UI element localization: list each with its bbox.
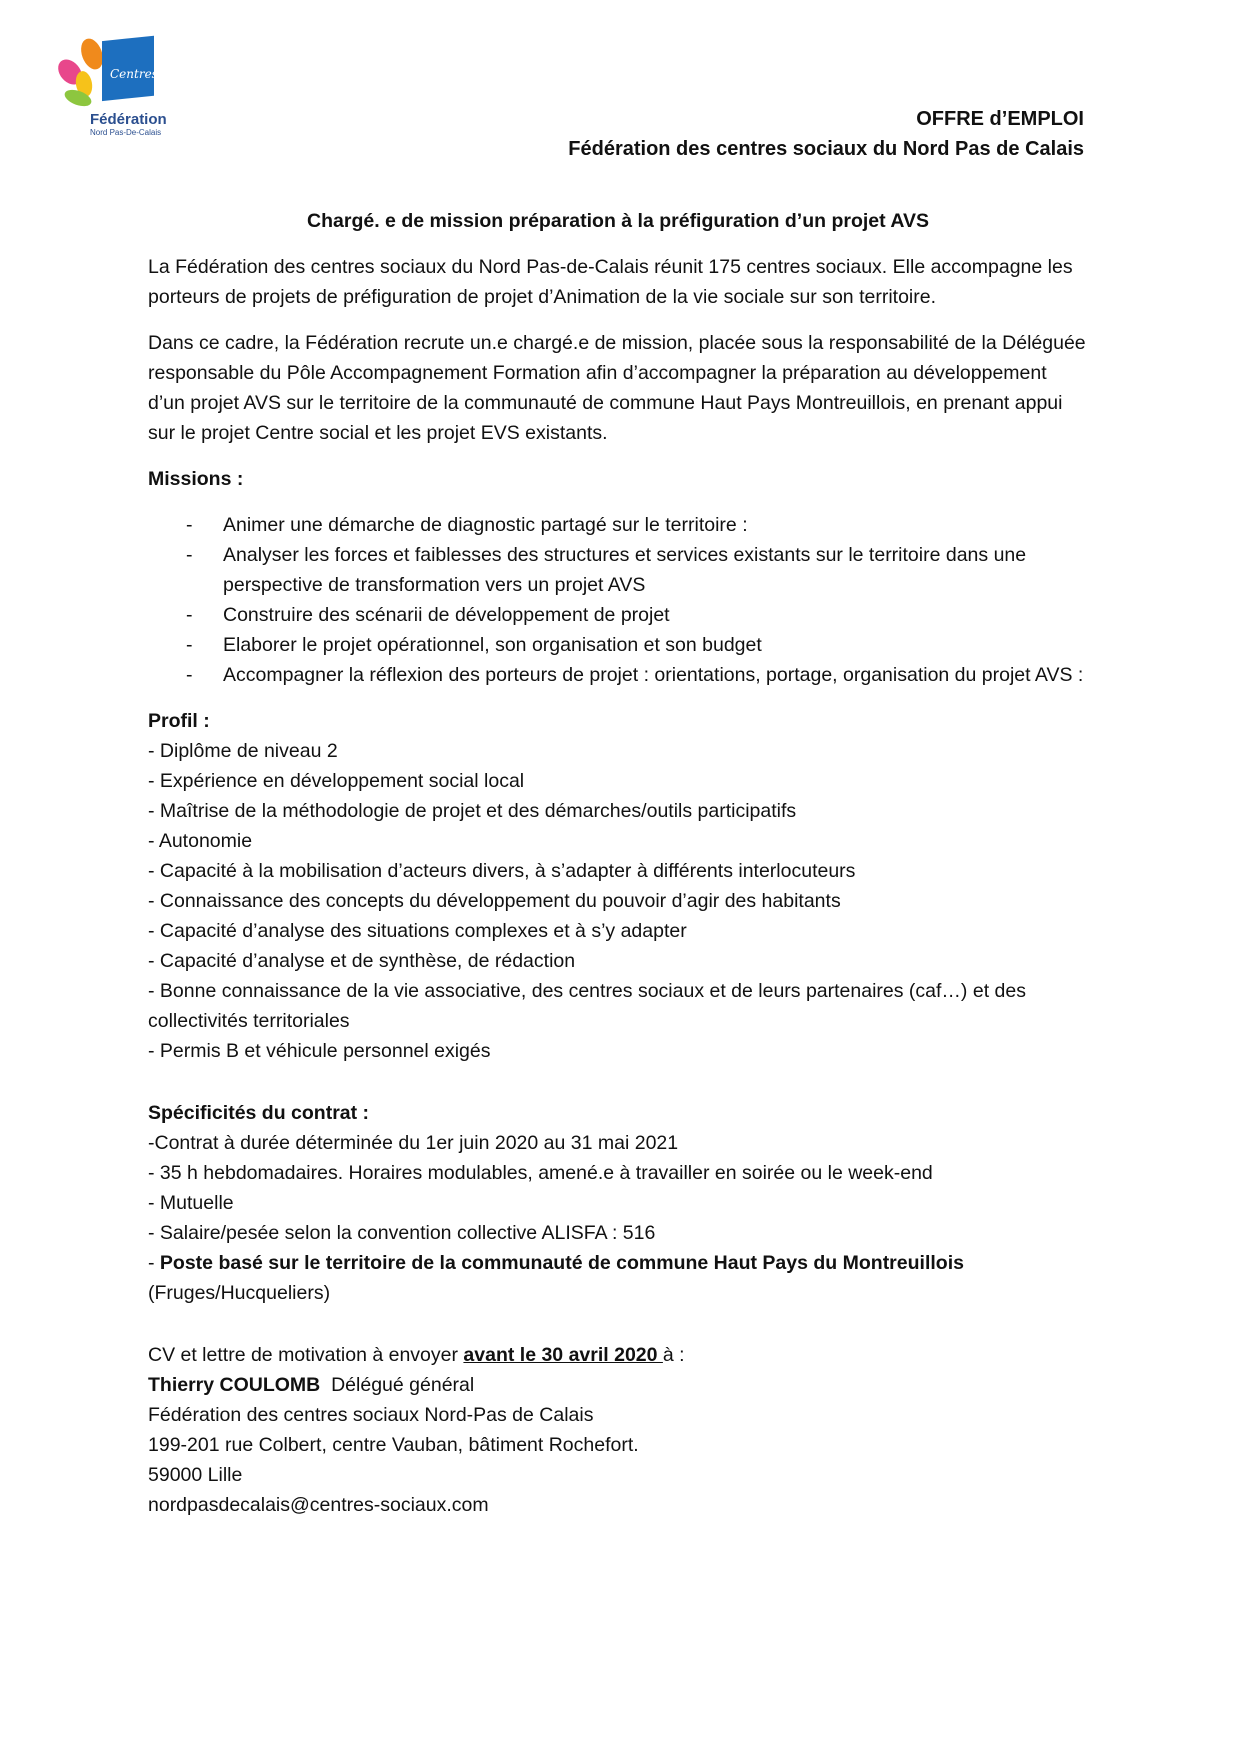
mission-text: Animer une démarche de diagnostic partagé sur le territoire :	[223, 514, 748, 536]
list-item	[148, 660, 1088, 690]
contact-email[interactable]: nordpasdecalais@centres-sociaux.com	[148, 1494, 489, 1516]
spacer	[148, 1308, 1088, 1340]
contrat-heading: Spécificités du contrat :	[148, 1102, 370, 1124]
profil-item: - Permis B et véhicule personnel exigés	[148, 1040, 491, 1062]
contrat-item: - Mutuelle	[148, 1192, 234, 1214]
profil-heading: Profil :	[148, 710, 210, 732]
logo-region: Nord Pas-De-Calais	[90, 128, 162, 137]
profil-item: - Maîtrise de la méthodologie de projet et des démarches/outils participatifs	[148, 800, 797, 822]
application-intro: CV et lettre de motivation à envoyer	[148, 1344, 464, 1366]
list-dash: -	[186, 634, 193, 656]
header-block	[568, 104, 1084, 164]
contrat-item: - Salaire/pesée selon la convention collective ALISFA : 516	[148, 1222, 656, 1244]
organization-name: Fédération des centres sociaux du Nord Pas de Calais	[568, 138, 1084, 160]
mission-text: Analyser les forces et faiblesses des structures et services existants sur le territoire dans une perspective de transformation vers un projet AVS	[223, 544, 1027, 596]
profil-item: - Bonne connaissance de la vie associative, des centres sociaux et de leurs partenaires (caf…) et des collectivités territoriales	[148, 980, 1026, 1032]
list-item	[148, 630, 1088, 660]
contrat-location	[148, 1248, 1088, 1278]
federation-logo	[56, 32, 210, 150]
intro-paragraph-2: Dans ce cadre, la Fédération recrute un.e chargé.e de mission, placée sous la responsabilité de la Déléguée responsable du Pôle Accompagnement Formation afin d’accompagner la préparation au développement d’un projet AVS sur le territoire de la communauté de commune Haut Pays Montreuillois, en prenant appui sur le projet Centre social et les projet EVS existants.	[148, 332, 1086, 444]
list-item	[148, 510, 1088, 540]
contact-org: Fédération des centres sociaux Nord-Pas de Calais	[148, 1404, 594, 1426]
profil-item: - Connaissance des concepts du développement du pouvoir d’agir des habitants	[148, 890, 841, 912]
contact-role: Délégué général	[320, 1374, 475, 1396]
contact-line	[148, 1370, 1088, 1400]
list-dash: -	[186, 604, 193, 626]
profil-item: - Diplôme de niveau 2	[148, 740, 338, 762]
logo-box-text: Centres Sociaux	[110, 67, 210, 81]
location-prefix: -	[148, 1252, 160, 1274]
profil-item: - Capacité d’analyse des situations complexes et à s’y adapter	[148, 920, 687, 942]
application-line	[148, 1340, 1088, 1370]
contact-name: Thierry COULOMB	[148, 1374, 321, 1396]
logo-name: Fédération	[90, 111, 167, 128]
profil-item: - Capacité d’analyse et de synthèse, de rédaction	[148, 950, 576, 972]
list-dash: -	[186, 544, 193, 566]
list-item	[148, 540, 1088, 600]
missions-list	[148, 510, 1088, 690]
profil-item: - Expérience en développement social local	[148, 770, 525, 792]
document-body	[148, 206, 1088, 1520]
application-after: à :	[662, 1344, 685, 1366]
contrat-location-suffix: (Fruges/Hucqueliers)	[148, 1282, 331, 1304]
offer-label: OFFRE d’EMPLOI	[916, 108, 1084, 130]
mission-text: Accompagner la réflexion des porteurs de projet : orientations, portage, organisation du projet AVS :	[223, 664, 1084, 686]
application-deadline: avant le 30 avril 2020	[463, 1344, 663, 1366]
list-dash: -	[186, 514, 193, 536]
spacer	[148, 1066, 1088, 1098]
profil-item: - Autonomie	[148, 830, 253, 852]
intro-paragraph-1: La Fédération des centres sociaux du Nord Pas-de-Calais réunit 175 centres sociaux. Elle accompagne les porteurs de projets de préfiguration de projet d’Animation de la vie sociale sur son territoire.	[148, 256, 1073, 308]
contrat-item: - 35 h hebdomadaires. Horaires modulables, amené.e à travailler en soirée ou le week-end	[148, 1162, 933, 1184]
job-title: Chargé. e de mission préparation à la préfiguration d’un projet AVS	[307, 210, 929, 232]
missions-heading: Missions :	[148, 468, 244, 490]
profil-item: - Capacité à la mobilisation d’acteurs divers, à s’adapter à différents interlocuteurs	[148, 860, 856, 882]
mission-text: Elaborer le projet opérationnel, son organisation et son budget	[223, 634, 762, 656]
contact-city: 59000 Lille	[148, 1464, 243, 1486]
contrat-item: -Contrat à durée déterminée du 1er juin 2020 au 31 mai 2021	[148, 1132, 679, 1154]
list-dash: -	[186, 664, 193, 686]
mission-text: Construire des scénarii de développement de projet	[223, 604, 670, 626]
contact-address: 199-201 rue Colbert, centre Vauban, bâtiment Rochefort.	[148, 1434, 639, 1456]
location-bold: Poste basé sur le territoire de la communauté de commune Haut Pays du Montreuillois	[159, 1252, 964, 1274]
list-item	[148, 600, 1088, 630]
